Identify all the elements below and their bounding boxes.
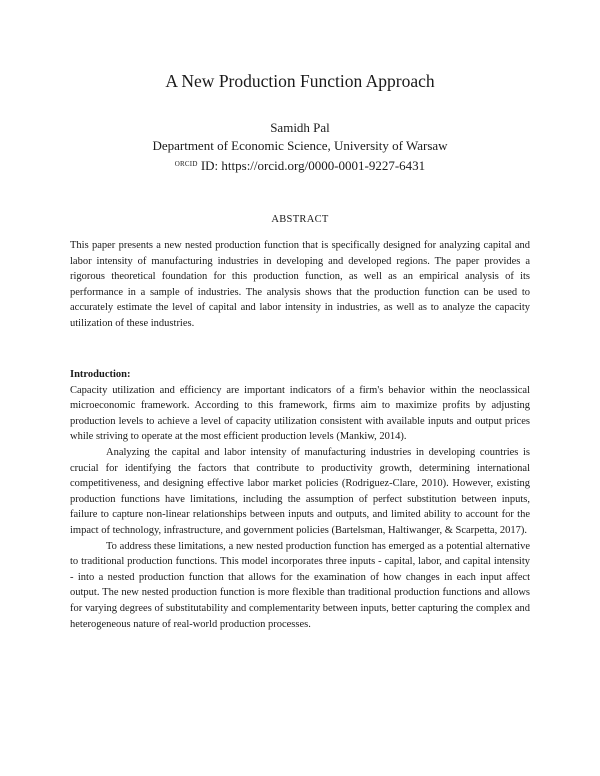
orcid-label: ORCID	[174, 160, 198, 168]
introduction-heading: Introduction:	[70, 369, 131, 380]
orcid-link[interactable]: ID: https://orcid.org/0000-0001-9227-6431	[197, 158, 426, 173]
introduction-paragraph-3: To address these limitations, a new nested production function has emerged as a potential alternative to traditional production functions. This model incorporates three inputs - capital, labor, and capital intensity - into a nested production function that allows for the examination of how changes in each input affect output. The new nested production function is more flexible than traditional production functions and allows for varying degrees of substitutability and complementarity between inputs, better capturing the complex and heterogeneous nature of real-world production processes.	[70, 540, 530, 630]
abstract-heading: ABSTRACT	[271, 214, 329, 225]
paper-title: A New Production Function Approach	[165, 71, 435, 91]
orcid-line	[0, 155, 600, 175]
introduction-paragraph-1: Capacity utilization and efficiency are important indicators of a firm's behavior within the neoclassical microeconomic framework. According to this framework, firms aim to maximize profits by adjusting production levels to achieve a level of capacity utilization consistent with available inputs and output prices while striving to operate at the most efficient production levels (Mankiw, 2014).	[70, 384, 530, 443]
author-block	[0, 119, 600, 175]
abstract-text: This paper presents a new nested production function that is specifically designed for analyzing capital and labor intensity of manufacturing industries in developing and developed regions. The paper provides a rigorous theoretical foundation for this production function, as well as an empirical analysis of its performance in a sample of industries. The analysis shows that the production function can be used to accurately estimate the level of capital and labor intensity in industries, as well as to analyze the capacity utilization of these industries.	[70, 240, 530, 329]
introduction-section	[70, 367, 530, 632]
author-name: Samidh Pal	[270, 120, 330, 135]
author-affiliation: Department of Economic Science, University of Warsaw	[152, 138, 448, 153]
introduction-paragraph-2: Analyzing the capital and labor intensity of manufacturing industries in developing countries is crucial for identifying the factors that contribute to productivity growth, determining international competitiveness, and designing effective labor market policies (Rodriguez-Clare, 2010). However, existing production functions have limitations, including the assumption of perfect substitution between inputs, failure to capture non-linear relationships between inputs and outputs, and limited ability to account for the impact of technology, infrastructure, and government policies (Bartelsman, Haltiwanger, & Scarpetta, 2017).	[70, 446, 530, 536]
